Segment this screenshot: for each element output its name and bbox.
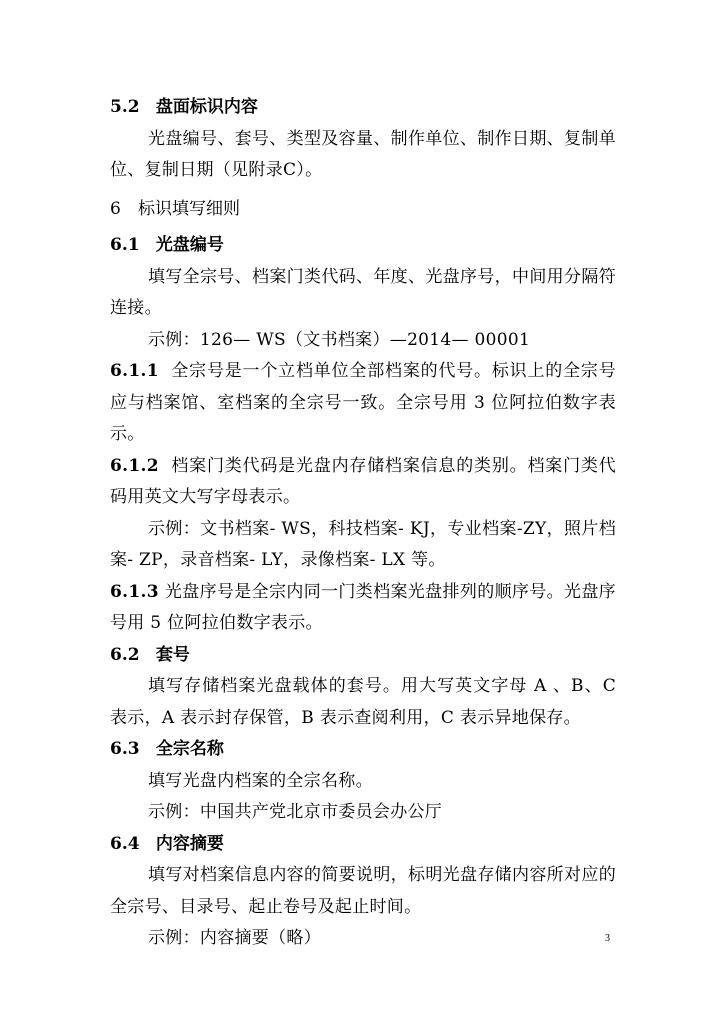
example-6-3: 示例：中国共产党北京市委员会办公厅 (148, 802, 443, 822)
paragraph-6-3: 填写光盘内档案的全宗名称。 (148, 770, 373, 791)
clause-text: 全宗号是一个立档单位全部档案的代号。标识上的全宗号应与档案馆、室档案的全宗号一致。全宗号用 3 位阿拉伯数字表示。 (110, 361, 616, 444)
clause-6-1-3 (110, 577, 616, 640)
section-title: 光盘编号 (155, 235, 224, 255)
section-number: 6.4 (110, 833, 140, 854)
section-number: 6.1 (110, 235, 140, 255)
section-title: 标识填写细则 (138, 198, 240, 219)
section-title: 全宗名称 (155, 739, 224, 759)
section-number: 5.2 (110, 97, 140, 117)
section-title: 套号 (155, 644, 190, 665)
example-6-4: 示例：内容摘要（略） (148, 928, 321, 948)
heading-6-4 (110, 829, 616, 861)
clause-text: 档案门类代码是光盘内存储档案信息的类别。档案门类代码用英文大写字母表示。 (110, 455, 616, 507)
section-number: 6 (110, 198, 121, 219)
heading-6 (110, 194, 616, 226)
page-content (110, 92, 616, 955)
paragraph-6-4: 填写对档案信息内容的简要说明，标明光盘存储内容所对应的全宗号、目录号、起止卷号及起止时间。 (110, 865, 616, 917)
example-6-1-2: 示例：文书档案- WS，科技档案- KJ，专业档案-ZY，照片档案- ZP，录音档案- LY，录像档案- LX 等。 (110, 518, 616, 570)
paragraph-6-1: 填写全宗号、档案门类代码、年度、光盘序号，中间用分隔符连接。 (110, 266, 616, 318)
heading-6-1 (110, 230, 616, 262)
section-number: 6.3 (110, 739, 140, 759)
clause-text: 光盘序号是全宗内同一门类档案光盘排列的顺序号。光盘序号用 5 位阿拉伯数字表示。 (110, 581, 616, 633)
clause-number: 6.1.3 (110, 581, 159, 602)
section-title: 盘面标识内容 (155, 97, 258, 117)
clause-6-1-1 (110, 356, 616, 451)
clause-number: 6.1.1 (110, 361, 159, 381)
example-6-1: 示例：126— WS（文书档案）—2014— 00001 (148, 329, 531, 350)
section-title: 内容摘要 (155, 833, 224, 854)
heading-6-2 (110, 640, 616, 672)
section-number: 6.2 (110, 644, 140, 665)
clause-number: 6.1.2 (110, 455, 159, 476)
heading-5-2 (110, 92, 616, 124)
page-number: 3 (605, 933, 610, 944)
paragraph-5-2: 光盘编号、套号、类型及容量、制作单位、制作日期、复制单位、复制日期（见附录C）。 (110, 128, 616, 180)
clause-6-1-2 (110, 451, 616, 514)
heading-6-3 (110, 734, 616, 766)
paragraph-6-2: 填写存储档案光盘载体的套号。用大写英文字母 A 、B、C 表示，A 表示封存保管，B 表示查阅利用，C 表示异地保存。 (110, 676, 616, 728)
